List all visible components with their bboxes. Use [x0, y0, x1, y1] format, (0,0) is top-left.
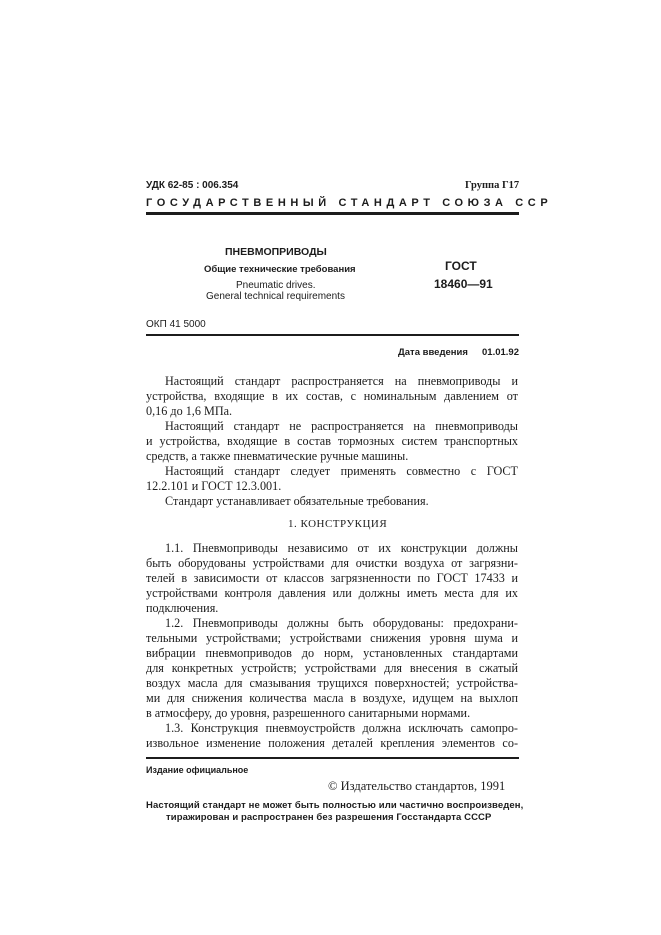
text-line: и устройства, входящие в состав тормозных систем транспортных: [146, 434, 518, 448]
copyright: © Издательство стандартов, 1991: [328, 779, 506, 793]
standard-header: ГОСУДАРСТВЕННЫЙ СТАНДАРТ СОЮЗА ССР: [146, 197, 553, 209]
text-line: 1.1. Пневмоприводы независимо от их конструкции должны: [165, 541, 518, 555]
header-rule: [146, 212, 519, 215]
footer-rule: [146, 757, 519, 759]
okp-code: ОКП 41 5000: [146, 319, 206, 330]
text-line: тельными устройствами; устройствами снижения уровня шума и: [146, 631, 518, 645]
text-line: устройства, входящие в их состав, с номинальным давлением от: [146, 389, 518, 403]
reproduction-notice-line2: тиражирован и распространен без разрешения Госстандарта СССР: [166, 812, 492, 823]
text-line: воздух масла для смазывания трущихся поверхностей; устройства-: [146, 676, 518, 690]
udk-code: УДК 62-85 : 006.354: [146, 180, 239, 191]
text-line: 0,16 до 1,6 МПа.: [146, 404, 233, 418]
text-line: Настоящий стандарт не распространяется на пневмоприводы: [165, 419, 518, 433]
okp-rule: [146, 334, 519, 336]
gost-label: ГОСТ: [445, 259, 477, 273]
section-heading: 1. КОНСТРУКЦИЯ: [288, 518, 388, 530]
text-line: быть оборудованы устройствами для очистки воздуха от загрязни-: [146, 556, 518, 570]
text-line: телей в зависимости от классов загрязненности по ГОСТ 17433 и: [146, 571, 518, 585]
intro-date-value: 01.01.92: [482, 347, 519, 358]
text-line: Настоящий стандарт следует применять совместно с ГОСТ: [165, 464, 518, 478]
text-line: 1.3. Конструкция пневмоустройств должна исключать самопро-: [165, 721, 518, 735]
text-line: 12.2.101 и ГОСТ 12.3.001.: [146, 479, 282, 493]
text-line: Стандарт устанавливает обязательные требования.: [165, 494, 429, 508]
text-line: вибрации пневмоприводов до норм, установленных стандартами: [146, 646, 518, 660]
text-line: устройствами контроля давления или должны иметь места для их: [146, 586, 518, 600]
text-line: в атмосферу, до уровня, разрешенного санитарными нормами.: [146, 706, 471, 720]
document-subtitle-en: General technical requirements: [206, 291, 345, 302]
text-line: извольное изменение положения деталей крепления элементов со-: [146, 736, 518, 750]
document-title: ПНЕВМОПРИВОДЫ: [225, 246, 327, 258]
text-line: для конкретных устройств; устройствами для внесения в сжатый: [146, 661, 518, 675]
official-edition: Издание официальное: [146, 765, 249, 775]
intro-date-label: Дата введения: [398, 347, 468, 358]
group-code: Группа Г17: [465, 180, 520, 191]
text-line: Настоящий стандарт распространяется на пневмоприводы и: [165, 374, 518, 388]
text-line: средств, а также пневматические ручные машины.: [146, 449, 409, 463]
text-line: подключения.: [146, 601, 219, 615]
document-title-en: Pneumatic drives.: [236, 280, 316, 291]
gost-number: 18460—91: [434, 277, 493, 291]
text-line: ми для снижения количества масла в воздухе, идущем на выхлоп: [146, 691, 518, 705]
document-subtitle-ru: Общие технические требования: [204, 264, 356, 275]
reproduction-notice-line1: Настоящий стандарт не может быть полностью или частично воспроизведен,: [146, 800, 524, 811]
text-line: 1.2. Пневмоприводы должны быть оборудованы: предохрани-: [165, 616, 518, 630]
